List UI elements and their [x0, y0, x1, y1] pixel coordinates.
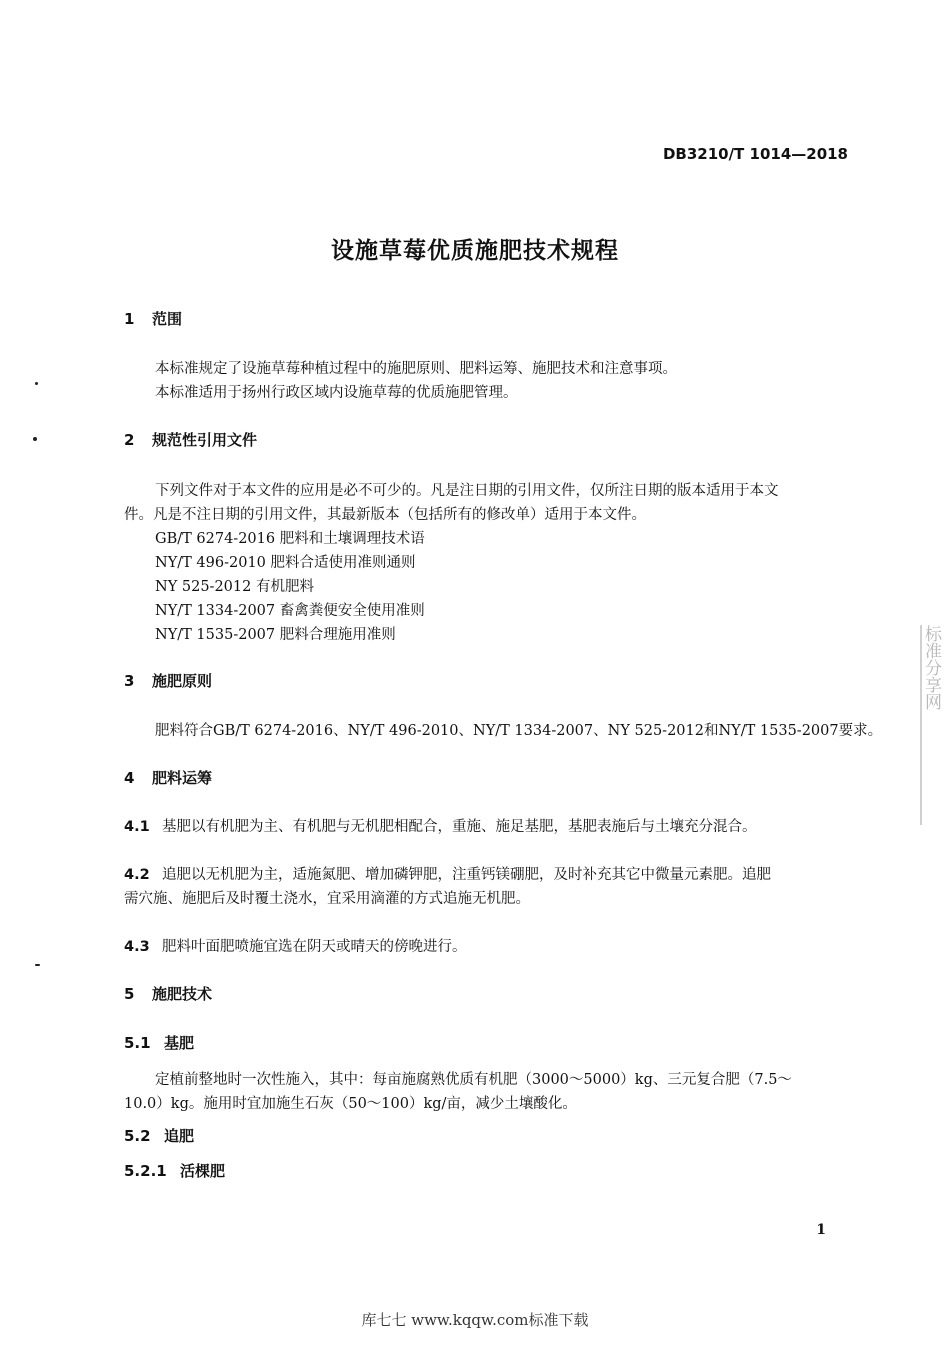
- subsection-5-1-number: 5.1: [124, 1034, 151, 1052]
- section-1-heading: [124, 308, 182, 329]
- section-3-heading: [124, 670, 212, 691]
- section-2-title: 规范性引用文件: [152, 431, 258, 449]
- subsection-5-2-1-heading: [124, 1160, 225, 1181]
- reference-item: NY/T 1535-2007 肥料合理施用准则: [155, 627, 396, 643]
- subsection-5-2-number: 5.2: [124, 1127, 151, 1145]
- subsection-5-2-1-title: 活棵肥: [180, 1162, 226, 1180]
- page-number: 1: [816, 1222, 826, 1238]
- section-5-number: 5: [124, 985, 135, 1003]
- clause-4-1-text: 基肥以有机肥为主、有机肥与无机肥相配合，重施、施足基肥，基肥表施后与土壤充分混合。: [162, 819, 757, 835]
- section-1-paragraph-1: 本标准规定了设施草莓种植过程中的施肥原则、肥料运筹、施肥技术和注意事项。: [155, 361, 677, 377]
- section-2-paragraph-line-1: 下列文件对于本文件的应用是必不可少的。凡是注日期的引用文件，仅所注日期的版本适用于本文: [155, 483, 779, 499]
- reference-item: NY 525-2012 有机肥料: [155, 579, 314, 595]
- section-1-paragraph-2: 本标准适用于扬州行政区域内设施草莓的优质施肥管理。: [155, 385, 518, 401]
- clause-4-1-number: 4.1: [124, 819, 150, 835]
- reference-item: NY/T 1334-2007 畜禽粪便安全使用准则: [155, 603, 425, 619]
- clause-4-2: [124, 863, 771, 884]
- subsection-5-1-title: 基肥: [164, 1034, 195, 1052]
- reference-item: GB/T 6274-2016 肥料和土壤调理技术语: [155, 531, 425, 547]
- section-1-number: 1: [124, 310, 135, 328]
- subsection-5-2-title: 追肥: [164, 1127, 195, 1145]
- footer-watermark: 库七七 www.kqqw.com标准下载: [361, 1311, 589, 1329]
- subsection-5-1-paragraph-line-2: 10.0）kg。施用时宜加施生石灰（50～100）kg/亩，减少土壤酸化。: [124, 1096, 577, 1112]
- section-4-title: 肥料运筹: [152, 769, 213, 787]
- subsection-5-1-heading: [124, 1032, 194, 1053]
- clause-4-2-text-line-2: 需穴施、施肥后及时覆土浇水，宜采用滴灌的方式追施无机肥。: [124, 891, 530, 907]
- clause-4-3-number: 4.3: [124, 939, 150, 955]
- scan-speck: [35, 382, 38, 385]
- scan-speck: [33, 437, 37, 441]
- standard-code: DB3210/T 1014—2018: [662, 145, 848, 163]
- section-2-paragraph-line-2: 件。凡是不注日期的引用文件，其最新版本（包括所有的修改单）适用于本文件。: [124, 507, 646, 523]
- subsection-5-2-1-number: 5.2.1: [124, 1162, 167, 1180]
- section-2-heading: [124, 429, 257, 450]
- section-3-paragraph: 肥料符合GB/T 6274-2016、NY/T 496-2010、NY/T 1334-2007、NY 525-2012和NY/T 1535-2007要求。: [155, 723, 883, 739]
- reference-item: NY/T 496-2010 肥料合适使用准则通则: [155, 555, 416, 571]
- section-4-number: 4: [124, 769, 135, 787]
- clause-4-1: [124, 815, 757, 836]
- section-1-title: 范围: [152, 310, 183, 328]
- clause-4-2-text-line-1: 追肥以无机肥为主，适施氮肥、增加磷钾肥，注重钙镁硼肥，及时补充其它中微量元素肥。追肥: [162, 867, 771, 883]
- clause-4-2-number: 4.2: [124, 867, 150, 883]
- clause-4-3-text: 肥料叶面肥喷施宜选在阴天或晴天的傍晚进行。: [162, 939, 467, 955]
- document-title: 设施草莓优质施肥技术规程: [331, 238, 619, 264]
- section-5-heading: [124, 983, 212, 1004]
- side-stamp: 标准分享网: [920, 625, 944, 825]
- subsection-5-1-paragraph-line-1: 定植前整地时一次性施入，其中：每亩施腐熟优质有机肥（3000～5000）kg、三元复合肥（7.5～: [155, 1072, 792, 1088]
- subsection-5-2-heading: [124, 1125, 194, 1146]
- section-3-number: 3: [124, 672, 135, 690]
- section-2-number: 2: [124, 431, 135, 449]
- clause-4-3: [124, 935, 467, 956]
- scan-speck: [35, 964, 40, 966]
- section-5-title: 施肥技术: [152, 985, 213, 1003]
- section-4-heading: [124, 767, 212, 788]
- section-3-title: 施肥原则: [152, 672, 213, 690]
